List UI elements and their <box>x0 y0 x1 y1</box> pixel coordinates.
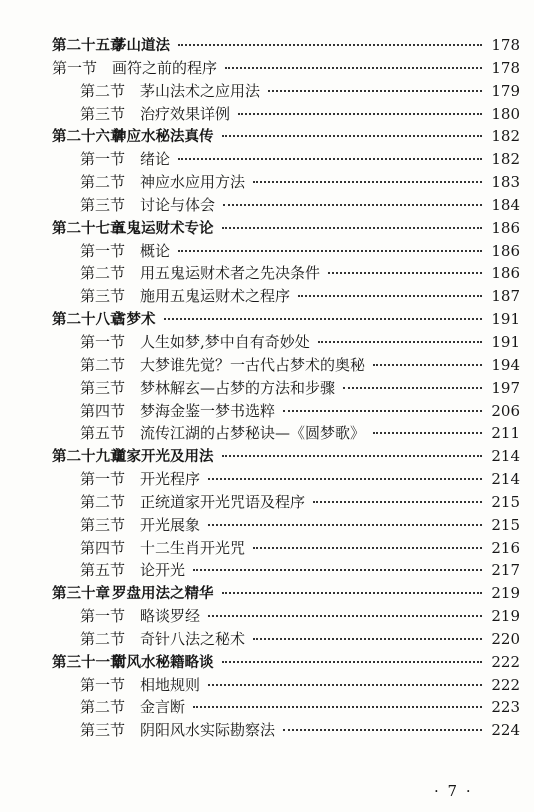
table-of-contents <box>0 34 534 742</box>
toc-entry-title: 论开光 <box>140 561 186 580</box>
toc-entry-title: 奇针八法之秘术 <box>140 629 246 648</box>
toc-entry-page: 179 <box>491 81 520 100</box>
toc-entry-page: 219 <box>491 584 520 603</box>
toc-entry-title: 讨论与体会 <box>140 195 216 214</box>
toc-chapter-entry <box>0 651 534 674</box>
toc-entry-title: 开光程序 <box>140 470 201 489</box>
toc-chapter-entry <box>0 125 534 148</box>
toc-section-entry <box>0 422 534 445</box>
toc-entry-page: 224 <box>491 721 520 740</box>
toc-entry-title: 梦林解玄—占梦的方法和步骤 <box>140 378 336 397</box>
toc-entry-page: 191 <box>491 332 520 351</box>
toc-entry-title: 大梦谁先觉？一古代占梦术的奥秘 <box>140 355 366 374</box>
toc-entry-page: 182 <box>491 150 520 169</box>
toc-entry-title: 梦海金鉴一梦书选粹 <box>140 401 276 420</box>
dot-leader <box>283 410 482 412</box>
toc-entry-title: 金言断 <box>140 698 186 717</box>
toc-chapter-entry <box>0 445 534 468</box>
toc-entry-label: 第二十七章 <box>52 220 125 237</box>
toc-entry-title: 流传江湖的占梦秘诀—《圆梦歌》 <box>140 424 366 443</box>
toc-section-entry <box>0 240 534 263</box>
toc-entry-page: 215 <box>491 515 520 534</box>
toc-entry-label: 第一节 <box>80 241 126 260</box>
dot-leader <box>223 204 482 206</box>
toc-entry-label: 第二十六章 <box>52 129 125 146</box>
dot-leader <box>208 615 482 617</box>
toc-entry-label: 第二节 <box>80 264 126 283</box>
toc-entry-title: 绪论 <box>140 150 171 169</box>
dot-leader <box>178 44 482 46</box>
toc-entry-label: 第三节 <box>80 515 126 534</box>
toc-entry-title: 十二生肖开光咒 <box>140 538 246 557</box>
toc-entry-label: 第三节 <box>80 287 126 306</box>
dot-leader <box>373 364 482 366</box>
dot-leader <box>318 341 482 343</box>
toc-section-entry <box>0 103 534 126</box>
toc-section-entry <box>0 537 534 560</box>
dot-leader <box>193 706 482 708</box>
toc-section-entry <box>0 80 534 103</box>
page-number: · 7 · <box>434 782 473 800</box>
toc-entry-page: 178 <box>491 36 520 54</box>
toc-entry-title: 施用五鬼运财术之程序 <box>140 287 291 306</box>
toc-entry-page: 217 <box>491 561 520 580</box>
toc-entry-page: 194 <box>491 355 520 374</box>
toc-entry-label: 第一节 <box>52 58 98 77</box>
toc-entry-title: 茅山道法 <box>112 38 170 54</box>
toc-section-entry <box>0 354 534 377</box>
toc-entry-label: 第五节 <box>80 424 126 443</box>
dot-leader <box>268 90 482 92</box>
dot-leader <box>222 135 483 137</box>
toc-entry-page: 187 <box>491 287 520 306</box>
dot-leader <box>193 569 482 571</box>
dot-leader <box>253 181 482 183</box>
dot-leader <box>238 113 482 115</box>
toc-entry-label: 第二十九章 <box>52 449 125 466</box>
toc-section-entry <box>0 194 534 217</box>
toc-section-entry <box>0 262 534 285</box>
toc-entry-page: 216 <box>491 538 520 557</box>
toc-entry-page: 182 <box>491 127 520 146</box>
dot-leader <box>178 158 482 160</box>
dot-leader <box>373 432 482 434</box>
dot-leader <box>208 684 482 686</box>
toc-section-entry <box>0 719 534 742</box>
toc-chapter-entry <box>0 308 534 331</box>
toc-entry-label: 第二节 <box>80 629 126 648</box>
toc-entry-label: 第三节 <box>80 378 126 397</box>
toc-entry-page: 223 <box>491 698 520 717</box>
toc-section-entry <box>0 57 534 80</box>
toc-section-entry <box>0 400 534 423</box>
dot-leader <box>222 455 483 457</box>
toc-entry-label: 第一节 <box>80 150 126 169</box>
toc-entry-label: 第一节 <box>80 332 126 351</box>
toc-entry-title: 相地规则 <box>140 675 201 694</box>
toc-section-entry <box>0 491 534 514</box>
toc-entry-title: 用五鬼运财术者之先决条件 <box>140 264 321 283</box>
toc-entry-label: 第三十章 <box>52 586 110 603</box>
toc-entry-title: 占梦术 <box>112 312 156 329</box>
toc-entry-label: 第一节 <box>80 470 126 489</box>
toc-entry-title: 阴阳风水实际勘察法 <box>140 721 276 740</box>
toc-entry-page: 180 <box>491 104 520 123</box>
toc-entry-title: 茅山法术之应用法 <box>140 81 261 100</box>
toc-entry-page: 215 <box>491 492 520 511</box>
toc-entry-title: 附风水秘籍略谈 <box>112 654 214 671</box>
toc-entry-title: 开光展象 <box>140 515 201 534</box>
toc-entry-title: 神应水秘法真传 <box>112 129 214 146</box>
dot-leader <box>208 478 482 480</box>
toc-entry-title: 正统道家开光咒语及程序 <box>140 492 306 511</box>
dot-leader <box>222 592 483 594</box>
toc-section-entry <box>0 285 534 308</box>
toc-entry-page: 222 <box>491 652 520 671</box>
toc-section-entry <box>0 559 534 582</box>
dot-leader <box>222 661 483 663</box>
toc-entry-page: 219 <box>491 607 520 626</box>
dot-leader <box>253 638 482 640</box>
toc-entry-label: 第一节 <box>80 675 126 694</box>
toc-section-entry <box>0 628 534 651</box>
toc-section-entry <box>0 468 534 491</box>
toc-chapter-entry <box>0 34 534 57</box>
toc-entry-title: 治疗效果详例 <box>140 104 231 123</box>
toc-section-entry <box>0 377 534 400</box>
toc-entry-page: 191 <box>491 310 520 329</box>
toc-entry-page: 183 <box>491 173 520 192</box>
toc-entry-label: 第二十五章 <box>52 38 125 54</box>
toc-entry-title: 罗盘用法之精华 <box>112 586 214 603</box>
toc-entry-label: 第五节 <box>80 561 126 580</box>
toc-entry-title: 略谈罗经 <box>140 607 201 626</box>
toc-chapter-entry <box>0 582 534 605</box>
toc-entry-page: 220 <box>491 629 520 648</box>
toc-entry-title: 神应水应用方法 <box>140 173 246 192</box>
toc-entry-label: 第三节 <box>80 195 126 214</box>
toc-entry-page: 186 <box>491 264 520 283</box>
toc-entry-label: 第三节 <box>80 104 126 123</box>
toc-section-entry <box>0 331 534 354</box>
toc-chapter-entry <box>0 217 534 240</box>
toc-section-entry <box>0 514 534 537</box>
toc-section-entry <box>0 148 534 171</box>
toc-section-entry <box>0 696 534 719</box>
dot-leader <box>253 547 482 549</box>
toc-entry-title: 画符之前的程序 <box>112 58 218 77</box>
dot-leader <box>343 387 482 389</box>
toc-entry-page: 197 <box>491 378 520 397</box>
toc-entry-label: 第二节 <box>80 698 126 717</box>
toc-entry-page: 211 <box>491 424 520 443</box>
dot-leader <box>313 501 482 503</box>
dot-leader <box>178 250 482 252</box>
dot-leader <box>222 227 483 229</box>
toc-entry-page: 178 <box>491 58 520 77</box>
toc-entry-label: 第四节 <box>80 401 126 420</box>
toc-entry-label: 第三节 <box>80 721 126 740</box>
toc-entry-label: 第二节 <box>80 173 126 192</box>
dot-leader <box>328 272 482 274</box>
toc-entry-page: 214 <box>491 470 520 489</box>
dot-leader <box>283 729 482 731</box>
dot-leader <box>208 524 482 526</box>
toc-entry-page: 206 <box>491 401 520 420</box>
toc-entry-page: 186 <box>491 241 520 260</box>
toc-entry-page: 222 <box>491 675 520 694</box>
toc-entry-title: 五鬼运财术专论 <box>112 220 214 237</box>
dot-leader <box>298 295 482 297</box>
toc-entry-label: 第四节 <box>80 538 126 557</box>
toc-entry-label: 第二节 <box>80 355 126 374</box>
toc-section-entry <box>0 674 534 697</box>
toc-entry-title: 概论 <box>140 241 171 260</box>
toc-entry-label: 第二十八章 <box>52 312 125 329</box>
toc-entry-title: 道家开光及用法 <box>112 449 214 466</box>
toc-section-entry <box>0 171 534 194</box>
dot-leader <box>164 318 483 320</box>
toc-entry-label: 第一节 <box>80 607 126 626</box>
toc-entry-page: 184 <box>491 195 520 214</box>
toc-entry-page: 214 <box>491 447 520 466</box>
toc-entry-page: 186 <box>491 218 520 237</box>
toc-entry-title: 人生如梦,梦中自有奇妙处 <box>140 332 310 351</box>
toc-entry-label: 第三十一章 <box>52 654 125 671</box>
toc-section-entry <box>0 605 534 628</box>
dot-leader <box>225 67 482 69</box>
toc-entry-label: 第二节 <box>80 492 126 511</box>
toc-entry-label: 第二节 <box>80 81 126 100</box>
